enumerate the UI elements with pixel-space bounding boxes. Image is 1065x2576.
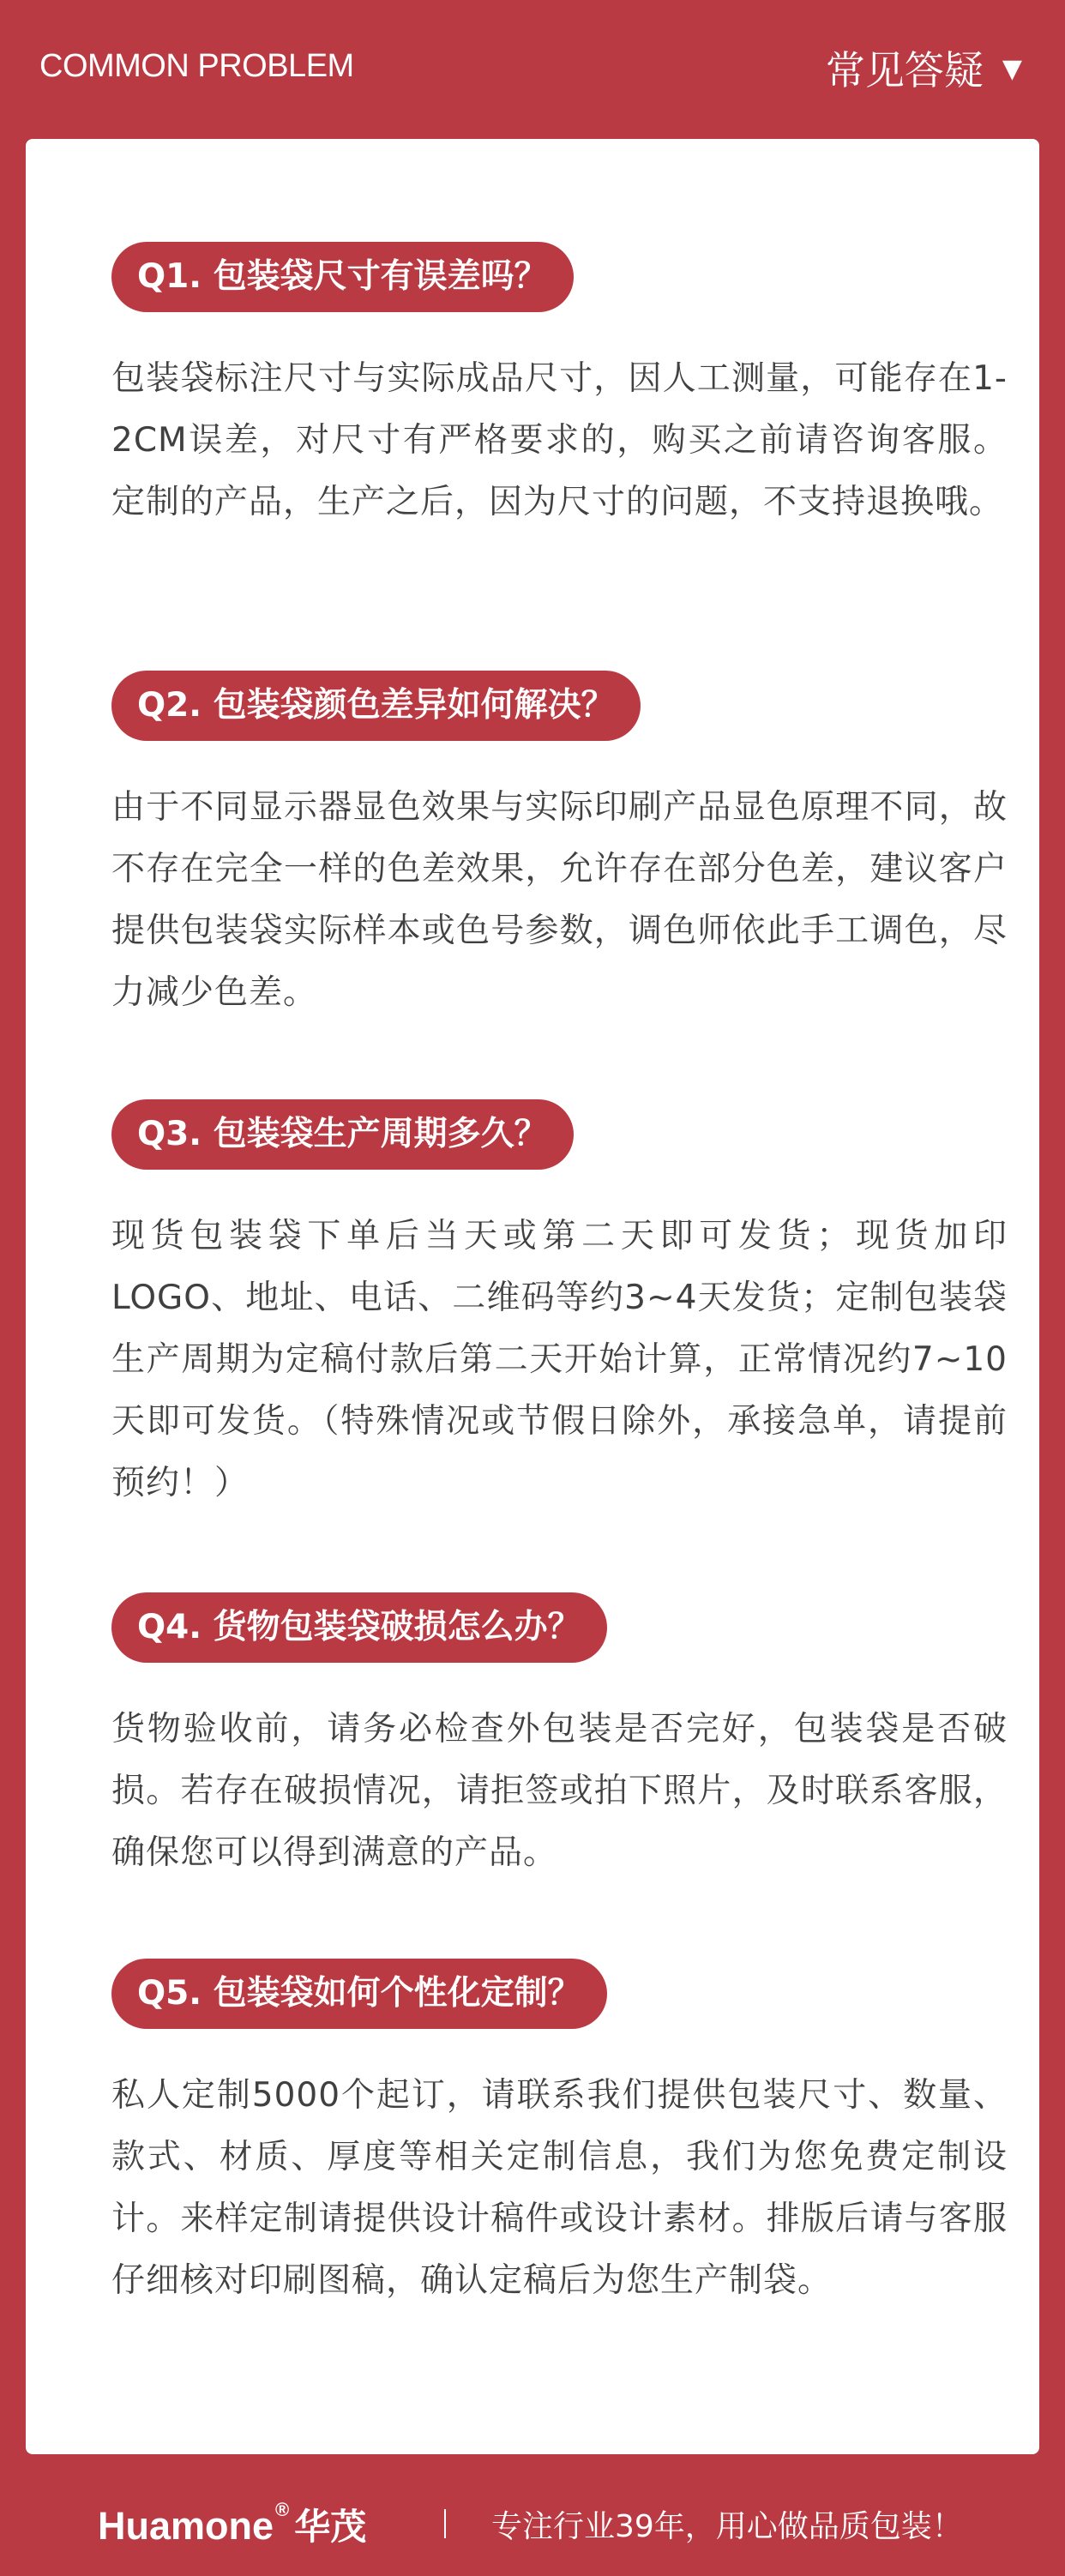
faq-question-3: Q3. 包装袋生产周期多久？ [111,1099,574,1170]
footer-slogan: 专注行业39年，用心做品质包装！ [491,2509,963,2544]
brand-chinese: 华茂 [294,2506,367,2548]
footer-divider [444,2509,446,2538]
faq-item-3 [111,1099,1008,1514]
faq-answer-5: 私人定制5000个起订，请联系我们提供包装尺寸、数量、款式、材质、厚度等相关定制信息，我们为您免费定制设计。来样定制请提供设计稿件或设计素材。排版后请与客服仔细核对印刷图稿，确认定稿后为您生产制袋。 [111,2076,1008,2300]
faq-answer-1: 包装袋标注尺寸与实际成品尺寸，因人工测量，可能存在1-2CM误差，对尺寸有严格要求的，购买之前请咨询客服。定制的产品，生产之后，因为尺寸的问题，不支持退换哦。 [111,359,1008,521]
faq-answer-3: 现货包装袋下单后当天或第二天即可发货；现货加印LOGO、地址、电话、二维码等约3~4天发货；定制包装袋生产周期为定稿付款后第二天开始计算，正常情况约7~10天即可发货。（特殊情况或节假日除外，承接急单，请提前预约！） [111,1217,1008,1502]
faq-item-4 [111,1592,1008,1884]
faq-item-2 [111,671,1008,1024]
header-english-title: COMMON PROBLEM [39,48,354,84]
page-header [0,0,1065,139]
faq-item-1 [111,242,1008,533]
faq-item-5 [111,1959,1008,2312]
faq-answer-2: 由于不同显示器显色效果与实际印刷产品显色原理不同，故不存在完全一样的色差效果，允许存在部分色差，建议客户提供包装袋实际样本或色号参数，调色师依此手工调色，尽力减少色差。 [111,788,1008,1012]
faq-question-1: Q1. 包装袋尺寸有误差吗？ [111,242,574,312]
triangle-down-icon: ▼ [1002,54,1022,84]
header-dropdown[interactable] [826,39,1022,96]
faq-question-4: Q4. 货物包装袋破损怎么办？ [111,1592,607,1663]
faq-question-5: Q5. 包装袋如何个性化定制？ [111,1959,607,2029]
faq-panel [26,139,1039,2454]
brand-english: Huamone [98,2504,274,2548]
brand-logo [98,2499,366,2550]
header-chinese-title: 常见答疑 [825,47,984,93]
page-footer [0,2454,1065,2576]
registered-mark: ® [275,2499,290,2520]
faq-question-2: Q2. 包装袋颜色差异如何解决？ [111,671,641,741]
faq-answer-4: 货物验收前，请务必检查外包装是否完好，包装袋是否破损。若存在破损情况，请拒签或拍下照片，及时联系客服，确保您可以得到满意的产品。 [111,1710,1008,1872]
